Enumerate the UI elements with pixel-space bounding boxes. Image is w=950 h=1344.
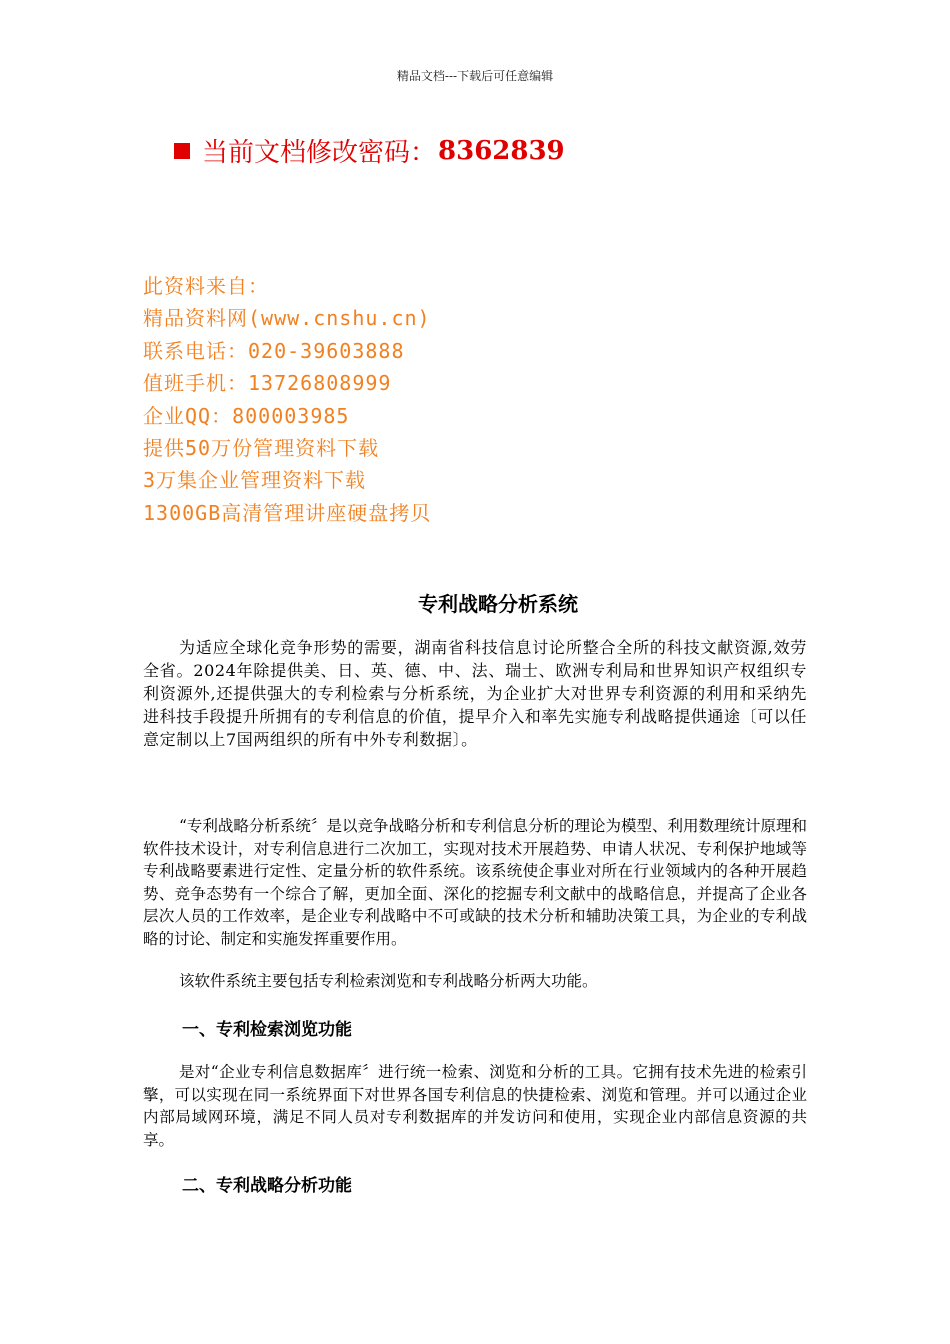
source-line: 此资料来自： [143,274,269,298]
section-heading-analysis: 二、专利战略分析功能 [182,1176,352,1196]
paragraph-system-description: “专利战略分析系统〞是以竞争战略分析和专利信息分析的理论为模型、利用数理统计原理和软件技术设计，对专利信息进行二次加工，实现对技术开展趋势、申请人状况、专利保护地域等专利战略要素进行定性、定量分析的软件系统。该系统使企事业对所在行业领域内的各种开展趋势、竞争态势有一个综合了解，更加全面、深化的挖掘专利文献中的战略信息，并提高了企业各层次人员的工作效率，是企业专利战略中不可或缺的技术分析和辅助决策工具，为企业的专利战略的讨论、制定和实施发挥重要作用。 [143,817,807,948]
password-line [174,132,565,169]
source-line: 精品资料网(www.cnshu.cn) [143,306,431,331]
paragraph-search-function: 是对“企业专利信息数据库〞进行统一检索、浏览和分析的工具。它拥有技术先进的检索引擎，可以实现在同一系统界面下对世界各国专利信息的快捷检索、浏览和管理。并可以通过企业内部局域网环境，满足不同人员对专利数据库的并发访问和使用，实现企业内部信息资源的共享。 [143,1063,807,1149]
source-line: 3万集企业管理资料下载 [143,468,367,493]
source-line: 提供50万份管理资料下载 [143,436,380,461]
document-title: 专利战略分析系统 [418,592,578,616]
paragraph-intro: 为适应全球化竞争形势的需要，湖南省科技信息讨论所整合全所的科技文献资源,效劳全省。2024年除提供美、日、英、德、中、法、瑞士、欧洲专利局和世界知识产权组织专利资源外,还提供强大的专利检索与分析系统，为企业扩大对世界专利资源的利用和采纳先进科技手段提升所拥有的专利信息的价值，提早介入和率先实施专利战略提供通途〔可以任意定制以上7国两组织的所有中外专利数据〕。 [143,638,808,749]
square-bullet-icon [174,143,190,159]
section-heading-search: 一、专利检索浏览功能 [182,1020,352,1040]
source-line: 值班手机：13726808999 [143,371,392,396]
password-code: 8362839 [438,135,565,166]
source-line: 1300GB高清管理讲座硬盘拷贝 [143,500,432,525]
header-note: 精品文档---下载后可任意编辑 [396,69,554,83]
password-label: 当前文档修改密码： [202,138,437,168]
paragraph-functions-summary: 该软件系统主要包括专利检索浏览和专利战略分析两大功能。 [179,972,598,990]
source-info-block [143,270,431,529]
source-line: 联系电话：020-39603888 [143,338,405,363]
source-line: 企业QQ：800003985 [143,403,350,428]
